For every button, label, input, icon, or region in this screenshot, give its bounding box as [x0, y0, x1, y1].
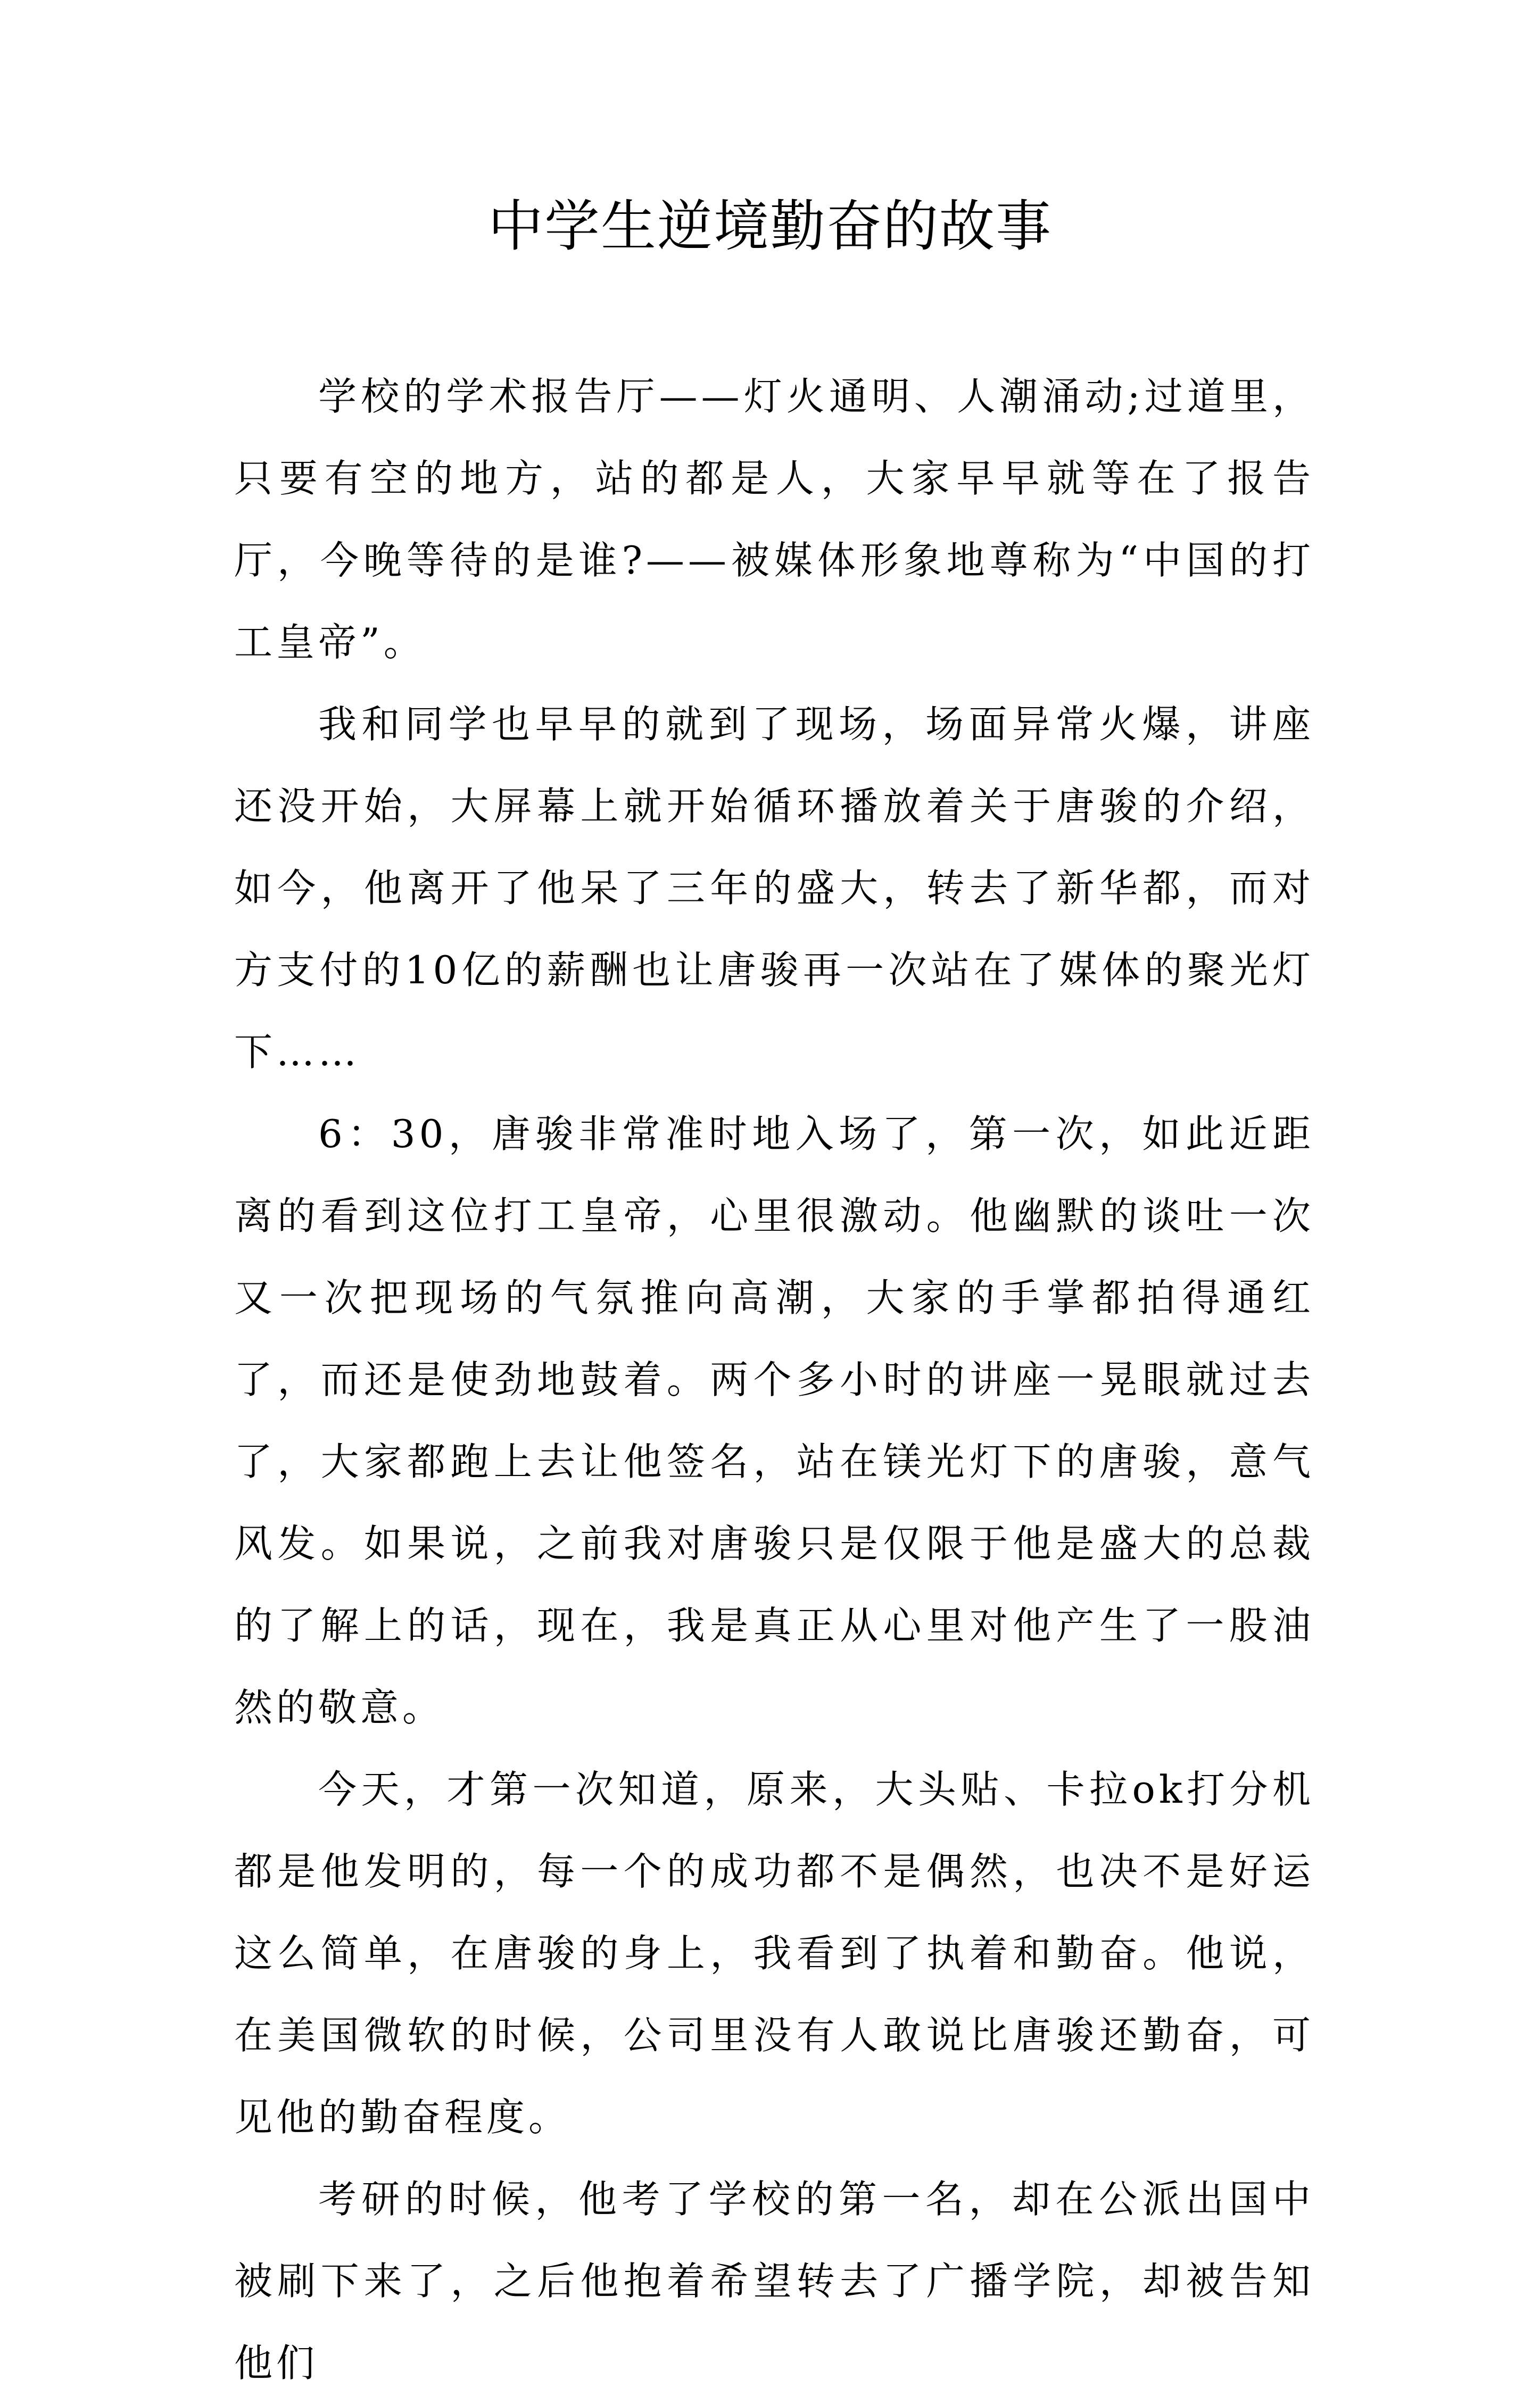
paragraph-1: 学校的学术报告厅——灯火通明、人潮涌动;过道里，只要有空的地方，站的都是人，大家早早就等在了报告厅，今晚等待的是谁?——被媒体形象地尊称为“中国的打工皇帝”。 [234, 374, 1314, 665]
document-title: 中学生逆境勤奋的故事 [487, 194, 1052, 259]
paragraph-4: 今天，才第一次知道，原来，大头贴、卡拉ok打分机都是他发明的，每一个的成功都不是偶然，也决不是好运这么简单，在唐骏的身上，我看到了执着和勤奋。他说，在美国微软的时候，公司里没有人敢说比唐骏还勤奋，可见他的勤奋程度。 [234, 1767, 1314, 2140]
paragraph-3: 6：30，唐骏非常准时地入场了，第一次，如此近距离的看到这位打工皇帝，心里很激动。他幽默的谈吐一次又一次把现场的气氛推向高潮，大家的手掌都拍得通红了，而还是使劲地鼓着。两个多小时的讲座一晃眼就过去了，大家都跑上去让他签名，站在镁光灯下的唐骏，意气风发。如果说，之前我对唐骏只是仅限于他是盛大的总裁的了解上的话，现在，我是真正从心里对他产生了一股油然的敬意。 [234, 1112, 1314, 1730]
paragraph-5: 考研的时候，他考了学校的第一名，却在公派出国中被刷下来了，之后他抱着希望转去了广播学院，却被告知他们 [234, 2177, 1314, 2385]
document-body [234, 355, 1314, 2404]
paragraph-2: 我和同学也早早的就到了现场，场面异常火爆，讲座还没开始，大屏幕上就开始循环播放着关于唐骏的介绍，如今，他离开了他呆了三年的盛大，转去了新华都，而对方支付的10亿的薪酬也让唐骏再一次站在了媒体的聚光灯下…… [234, 702, 1314, 1074]
